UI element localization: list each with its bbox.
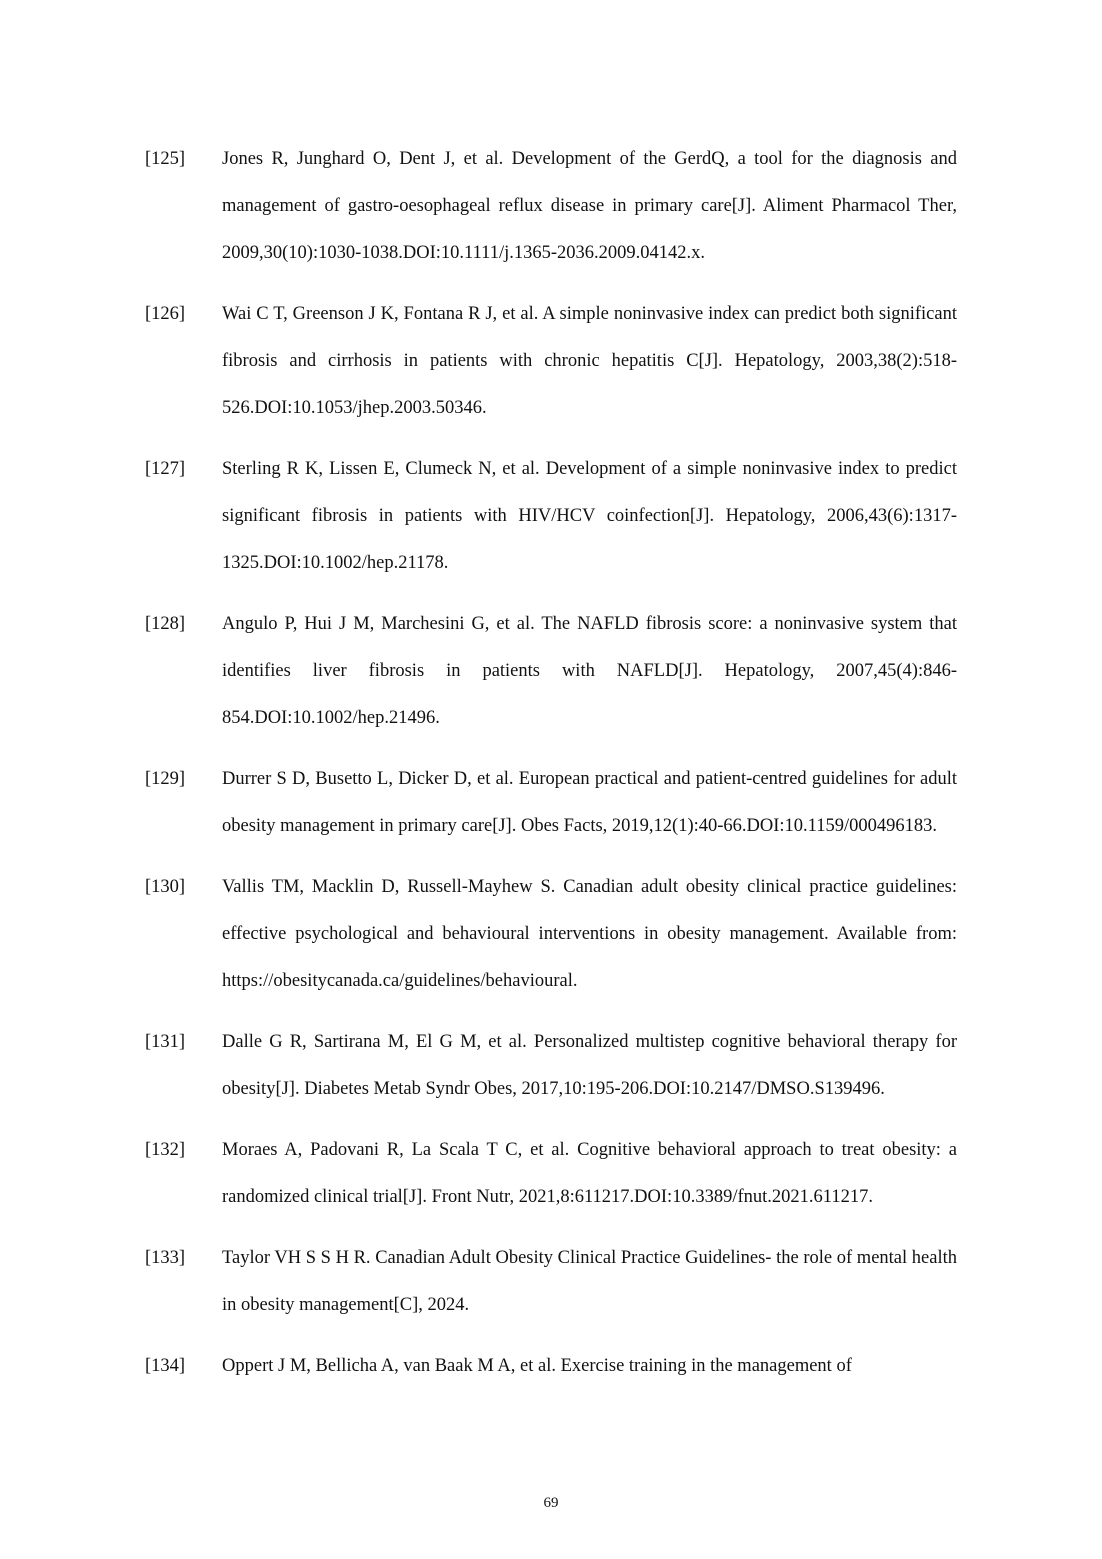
reference-number: [125] [145,149,186,169]
reference-item [145,446,957,587]
reference-number: [126] [145,304,186,324]
reference-item [145,756,957,850]
reference-item [145,1127,957,1221]
reference-item [145,291,957,432]
reference-text: Taylor VH S S H R. Canadian Adult Obesity Clinical Practice Guidelines- the role of mental health in obesity management[C], 2024. [222,1248,957,1315]
reference-text: Jones R, Junghard O, Dent J, et al. Development of the GerdQ, a tool for the diagnosis and management of gastro-oesophageal reflux disease in primary care[J]. Aliment Pharmacol Ther, 2009,30(10):1030-1038.DOI:10.1111/j.1365-2036.2009.04142.x. [222,149,957,263]
reference-item [145,1019,957,1113]
reference-text: Oppert J M, Bellicha A, van Baak M A, et al. Exercise training in the management of [222,1356,852,1376]
reference-number: [132] [145,1140,186,1160]
reference-list [145,136,957,1404]
reference-text: Angulo P, Hui J M, Marchesini G, et al. The NAFLD fibrosis score: a noninvasive system that identifies liver fibrosis in patients with NAFLD[J]. Hepatology, 2007,45(4):846-854.DOI:10.1002/hep.21496. [222,614,957,728]
reference-number: [127] [145,459,186,479]
reference-item [145,601,957,742]
reference-text: Vallis TM, Macklin D, Russell-Mayhew S. Canadian adult obesity clinical practice guidelines: effective psychological and behavioural interventions in obesity management. Available from: https://obesitycanada.ca/guidelines/behavioural. [222,877,957,991]
reference-number: [133] [145,1248,186,1268]
reference-number: [128] [145,614,186,634]
reference-text: Sterling R K, Lissen E, Clumeck N, et al. Development of a simple noninvasive index to predict significant fibrosis in patients with HIV/HCV coinfection[J]. Hepatology, 2006,43(6):1317-1325.DOI:10.1002/hep.21178. [222,459,957,573]
reference-number: [130] [145,877,186,897]
reference-text: Moraes A, Padovani R, La Scala T C, et al. Cognitive behavioral approach to treat obesity: a randomized clinical trial[J]. Front Nutr, 2021,8:611217.DOI:10.3389/fnut.2021.611217. [222,1140,957,1207]
reference-text: Dalle G R, Sartirana M, El G M, et al. Personalized multistep cognitive behavioral therapy for obesity[J]. Diabetes Metab Syndr Obes, 2017,10:195-206.DOI:10.2147/DMSO.S139496. [222,1032,957,1099]
page-number: 69 [543,1495,559,1511]
reference-item [145,1343,957,1390]
reference-item [145,1235,957,1329]
reference-number: [134] [145,1356,186,1376]
reference-number: [129] [145,769,186,789]
reference-number: [131] [145,1032,186,1052]
reference-item [145,864,957,1005]
reference-text: Wai C T, Greenson J K, Fontana R J, et al. A simple noninvasive index can predict both significant fibrosis and cirrhosis in patients with chronic hepatitis C[J]. Hepatology, 2003,38(2):518-526.DOI:10.1053/jhep.2003.50346. [222,304,957,418]
reference-item [145,136,957,277]
reference-text: Durrer S D, Busetto L, Dicker D, et al. European practical and patient-centred guidelines for adult obesity management in primary care[J]. Obes Facts, 2019,12(1):40-66.DOI:10.1159/000496183. [222,769,957,836]
